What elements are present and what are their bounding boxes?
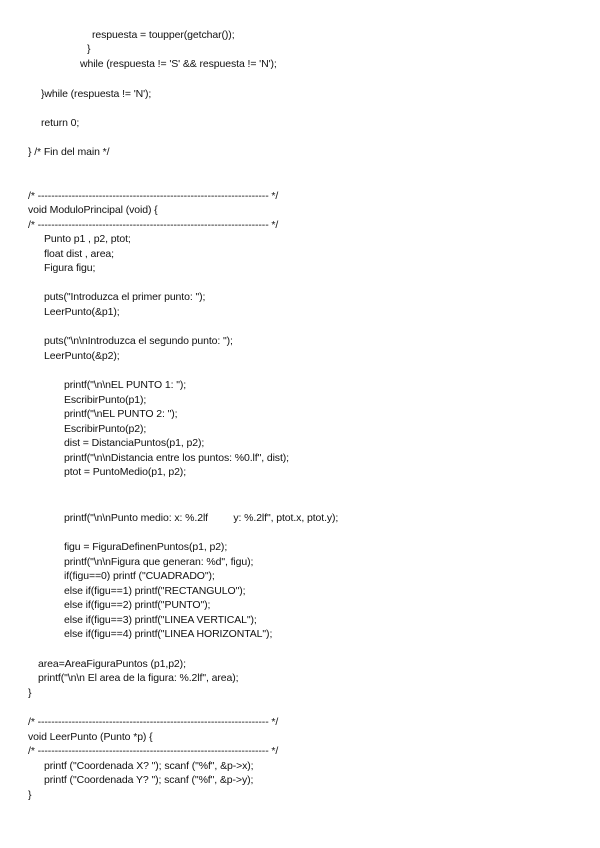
code-line: area=AreaFiguraPuntos (p1,p2);: [38, 658, 186, 670]
code-line: printf("\n\nDistancia entre los puntos: %0.lf", dist);: [64, 452, 289, 464]
code-comment: /* -------------------------------------------------------------------- */: [28, 190, 279, 202]
code-line: printf("\n\n El area de la figura: %.2lf", area);: [38, 672, 239, 684]
code-line: }: [28, 687, 32, 699]
code-line: float dist , area;: [44, 248, 114, 260]
code-line: }while (respuesta != 'N');: [41, 88, 152, 100]
code-line: Punto p1 , p2, ptot;: [44, 233, 131, 245]
code-line: }: [87, 43, 91, 55]
function-signature: void ModuloPrincipal (void) {: [28, 204, 158, 216]
code-comment: /* -------------------------------------------------------------------- */: [28, 219, 279, 231]
code-line: puts("Introduzca el primer punto: ");: [44, 291, 206, 303]
code-line: else if(figu==2) printf("PUNTO");: [64, 599, 211, 611]
code-line: puts("\n\nIntroduzca el segundo punto: ");: [44, 335, 233, 347]
code-line: printf("\n\nFigura que generan: %d", figu);: [64, 556, 254, 568]
code-line: printf("\n\nPunto medio: x: %.2lf y: %.2lf", ptot.x, ptot.y);: [64, 512, 339, 524]
code-comment: /* -------------------------------------------------------------------- */: [28, 716, 279, 728]
code-comment: /* -------------------------------------------------------------------- */: [28, 745, 279, 757]
code-line: printf ("Coordenada X? "); scanf ("%f", &p->x);: [44, 760, 254, 772]
code-line: printf("\nEL PUNTO 2: ");: [64, 408, 178, 420]
code-line: }: [28, 789, 32, 801]
code-line: Figura figu;: [44, 262, 96, 274]
code-line: printf ("Coordenada Y? "); scanf ("%f", &p->y);: [44, 774, 254, 786]
code-line: else if(figu==3) printf("LINEA VERTICAL");: [64, 614, 257, 626]
code-line: LeerPunto(&p2);: [44, 350, 120, 362]
code-line: EscribirPunto(p2);: [64, 423, 147, 435]
code-line: EscribirPunto(p1);: [64, 394, 147, 406]
code-line: LeerPunto(&p1);: [44, 306, 120, 318]
code-line: return 0;: [41, 117, 80, 129]
code-line: else if(figu==1) printf("RECTANGULO");: [64, 585, 246, 597]
code-line: } /* Fin del main */: [28, 146, 110, 158]
code-line: respuesta = toupper(getchar());: [92, 29, 235, 41]
code-line: while (respuesta != 'S' && respuesta != 'N');: [80, 58, 277, 70]
code-line: ptot = PuntoMedio(p1, p2);: [64, 466, 187, 478]
code-line: printf("\n\nEL PUNTO 1: ");: [64, 379, 187, 391]
function-signature: void LeerPunto (Punto *p) {: [28, 731, 153, 743]
code-line: dist = DistanciaPuntos(p1, p2);: [64, 437, 205, 449]
code-line: figu = FiguraDefinenPuntos(p1, p2);: [64, 541, 228, 553]
code-line: if(figu==0) printf ("CUADRADO");: [64, 570, 215, 582]
code-line: else if(figu==4) printf("LINEA HORIZONTAL");: [64, 628, 273, 640]
